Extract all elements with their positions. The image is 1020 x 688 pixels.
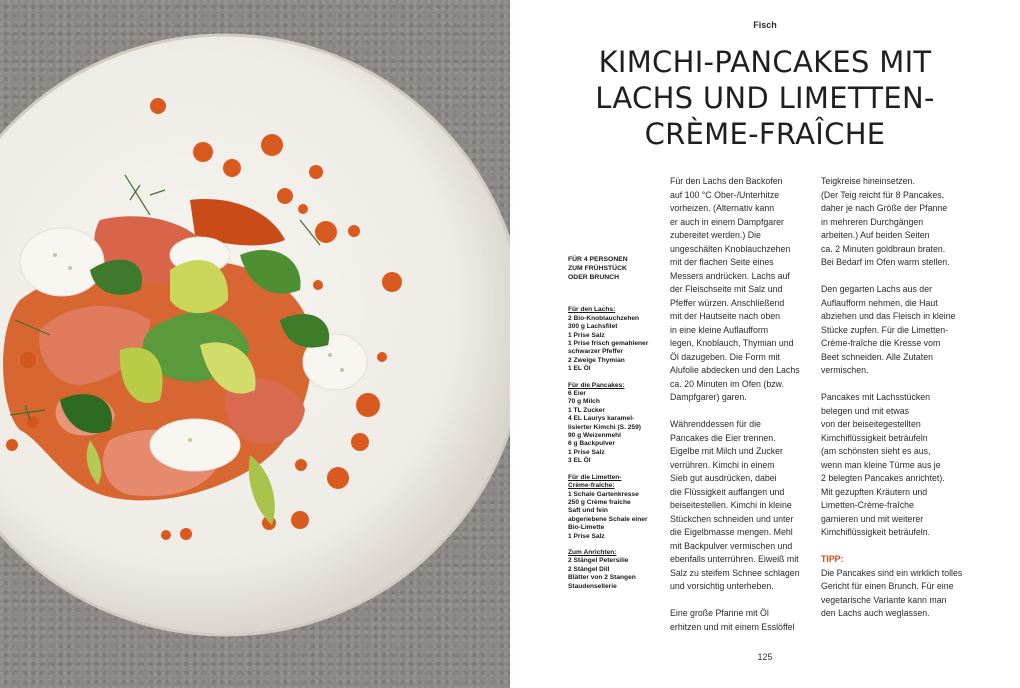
text-line: vorheizen. (Alternativ kann <box>670 203 775 213</box>
text-line: Messers andrücken. Lachs auf <box>670 270 790 281</box>
instructions-column-1 <box>670 175 810 648</box>
paragraph <box>670 175 810 405</box>
ingredient-line: lisierter Kimchi (S. 259) <box>568 423 641 431</box>
text-line: ca. 20 Minuten im Ofen (bzw. <box>670 378 784 389</box>
text-line: abziehen und das Fleisch in kleine <box>821 311 956 321</box>
ingredient-line: 1 Prise Salz <box>568 448 605 456</box>
text-line: Stückchen schneiden und unter <box>670 513 794 524</box>
tip-line: Die Pancakes sind ein wirklich tolles <box>821 567 963 578</box>
text-line: Für den Lachs den Backofen <box>670 176 783 186</box>
text-line: garnieren und mit weiterer <box>821 513 924 524</box>
text-line: arbeiten.) Auf beiden Seiten <box>821 230 930 240</box>
text-line: in mehreren Durchgängen <box>821 216 924 227</box>
text-line: Den gegarten Lachs aus der <box>821 284 933 294</box>
ingredient-line: 90 g Weizenmehl <box>568 432 622 440</box>
ingredient-line: 1 TL Zucker <box>568 406 605 414</box>
ingredient-line: 4 EL Laurys karamel- <box>568 415 635 423</box>
text-line: Öl dazugeben. Die Form mit <box>670 351 781 362</box>
ingredient-group <box>568 549 668 591</box>
text-line: Kimchiflüssigkeit beträufeln <box>821 432 928 443</box>
ingredient-line: Bio-Limette <box>568 524 605 532</box>
ingredient-line: Staudensellerie <box>568 582 617 590</box>
text-line: Beet schneiden. Alle Zutaten <box>821 351 933 362</box>
text-line: beiseitestellen. Kimchi in kleine <box>670 500 792 510</box>
instructions-column-2 <box>821 175 966 634</box>
text-line: Bei Bedarf im Ofen warm stellen. <box>821 257 950 267</box>
title-line: CRÈME-FRAÎCHE <box>644 117 886 151</box>
text-line: der Fleischseite mit Salz und <box>670 284 783 294</box>
ingredient-line: 6 g Backpulver <box>568 440 615 448</box>
ingredient-group <box>568 382 668 466</box>
text-line: (Der Teig reicht für 8 Pancakes, <box>821 189 945 200</box>
paragraph <box>670 418 810 594</box>
ingredient-line: 2 Stängel Petersilie <box>568 557 629 565</box>
text-line: Auflaufform nehmen, die Haut <box>821 297 938 308</box>
ingredient-line: Saft und fein <box>568 507 608 515</box>
servings <box>568 256 668 282</box>
section-label: Fisch <box>753 20 777 30</box>
text-line: Eine große Pfanne mit Öl <box>670 608 769 618</box>
text-line: legen, Knoblauch, Thymian und <box>670 338 794 348</box>
ingredient-group-heading: Für die Pancakes: <box>568 381 625 389</box>
ingredient-line: 3 EL Öl <box>568 457 591 465</box>
text-line: Stücke zupfen. Für die Limetten- <box>821 324 949 335</box>
ingredient-line: 1 Schale Gartenkresse <box>568 490 639 498</box>
text-line: Pancakes die Eier trennen. <box>670 432 776 443</box>
ingredient-line: 250 g Crème fraîche <box>568 498 631 506</box>
servings-line: ZUM FRÜHSTÜCK <box>568 264 627 272</box>
ingredient-list <box>568 256 668 599</box>
ingredient-group <box>568 306 668 373</box>
ingredient-group <box>568 474 668 541</box>
text-line: in eine kleine Auflaufform <box>670 324 769 335</box>
paragraph <box>670 607 810 634</box>
tip-line: vegetarische Variante kann man <box>821 594 947 605</box>
text-line: Alufolie abdecken und den Lachs <box>670 365 800 375</box>
ingredient-line: 70 g Milch <box>568 398 600 406</box>
text-line: ebenfalls unterrühren. Eiweiß mit <box>670 554 799 564</box>
text-line: mit Backpulver vermischen und <box>670 540 793 551</box>
text-line: vermischen. <box>821 365 869 375</box>
ingredient-group-heading: Für den Lachs: <box>568 306 616 314</box>
text-line: zubereitet werden.) Die <box>670 230 761 240</box>
ingredient-line: 300 g Lachsfilet <box>568 323 618 331</box>
text-line: ca. 2 Minuten goldbraun braten. <box>821 243 946 254</box>
tip-line: Gericht für einen Brunch. Für eine <box>821 581 954 591</box>
text-line: Salz zu steifem Schnee schlagen <box>670 567 800 578</box>
text-line: belegen und mit etwas <box>821 405 910 416</box>
title-line: LACHS UND LIMETTEN- <box>595 81 935 115</box>
ingredient-group-heading: Für die Limetten- <box>568 473 622 481</box>
text-line: Crème-fraîche die Kresse vom <box>821 338 941 348</box>
text-line: und vorsichtig unterheben. <box>670 581 774 591</box>
recipe-page <box>510 0 1020 688</box>
servings-line: FÜR 4 PERSONEN <box>568 256 628 263</box>
paragraph <box>821 391 966 540</box>
text-line: die Flüssigkeit auffangen und <box>670 486 785 497</box>
ingredient-line: 2 Zweige Thymian <box>568 356 625 364</box>
ingredient-line: schwarzer Pfeffer <box>568 348 623 356</box>
tip-box <box>821 553 966 621</box>
servings-line: ODER BRUNCH <box>568 273 619 281</box>
tip-line: den Lachs auch weglassen. <box>821 608 930 618</box>
text-line: Pancakes mit Lachsstücken <box>821 392 931 402</box>
text-line: verrühren. Kimchi in einem <box>670 459 775 470</box>
ingredient-line: 6 Eier <box>568 390 586 398</box>
text-line: (am schönsten sieht es aus, <box>821 446 931 456</box>
text-line: wenn man kleine Türme aus je <box>821 459 941 470</box>
title-line: KIMCHI-PANCAKES MIT <box>598 45 932 79</box>
text-line: mit der flachen Seite eines <box>670 257 774 267</box>
ingredient-line: 2 Stängel Dill <box>568 565 610 573</box>
text-line: Pfeffer würzen. Anschließend <box>670 297 785 308</box>
ingredient-line: 1 Prise Salz <box>568 532 605 540</box>
text-line: Teigkreise hineinsetzen. <box>821 176 915 186</box>
text-line: Eigelbe mit Milch und Zucker <box>670 446 783 456</box>
paragraph <box>821 175 966 270</box>
ingredient-line: 2 Bio-Knoblauchzehen <box>568 314 640 322</box>
paragraph <box>821 283 966 378</box>
text-line: von der beiseitegestellten <box>821 419 921 429</box>
ingredient-line: Blätter von 2 Stangen <box>568 574 636 582</box>
text-line: Sieb gut ausdrücken, dabei <box>670 473 777 483</box>
text-line: auf 100 °C Ober-/Unterhitze <box>670 189 780 200</box>
text-line: Währenddessen für die <box>670 419 761 429</box>
ingredient-line: abgeriebene Schale einer <box>568 515 648 523</box>
ingredient-line: 1 Prise frisch gemahlener <box>568 340 649 348</box>
tip-label: TIPP: <box>821 554 844 564</box>
text-line: Mit gezupften Kräutern und <box>821 486 928 497</box>
ingredient-group-heading: Zum Anrichten: <box>568 548 617 556</box>
ingredient-line: 1 EL Öl <box>568 365 591 373</box>
text-line: Kimchiflüssigkeit beträufeln. <box>821 527 931 537</box>
ingredient-line: 1 Prise Salz <box>568 331 605 339</box>
text-line: 2 belegten Pancakes anrichtet). <box>821 473 945 483</box>
recipe-title <box>550 44 980 152</box>
text-line: daher je nach Größe der Pfanne <box>821 203 948 213</box>
ingredient-group-heading: Crème-fraîche: <box>568 482 615 490</box>
page-number: 125 <box>757 652 773 662</box>
text-line: erhitzen und mit einem Esslöffel <box>670 621 795 632</box>
text-line: er auch in einem Dampfgarer <box>670 216 784 227</box>
text-line: die Eigelbmasse mengen. Mehl <box>670 527 793 537</box>
text-line: Limetten-Crème-fraîche <box>821 500 914 510</box>
text-line: ungeschälten Knoblauchzehen <box>670 243 791 254</box>
text-line: mit der Hautseite nach oben <box>670 311 781 321</box>
text-line: Dampfgarer) garen. <box>670 392 747 402</box>
